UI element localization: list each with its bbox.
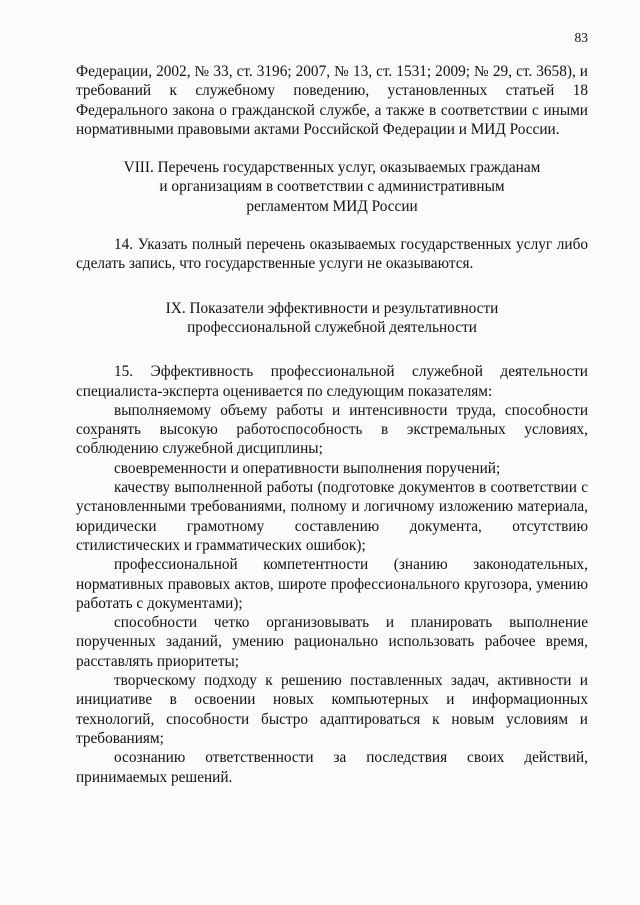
indicator-quality: качеству выполненной работы (подготовке документов в соответствии с установленными требованиями, полному и логичному изложению материала, юридически грамотному составлению документа, отсутствию стилистических и грамматических ошибок); (76, 479, 588, 554)
item-15-paragraph: 15. Эффективность профессиональной служебной деятельности специалиста-эксперта оценивается по следующим показателям: (76, 363, 588, 400)
indicator-competence: профессиональной компетентности (знанию законодательных, нормативных правовых актов, широте профессионального кругозора, умению работать с документами); (76, 556, 588, 612)
section-viii-heading: VIII. Перечень государственных услуг, оказываемых гражданам и организациям в соответствии с административным регламентом МИД России (123, 159, 541, 215)
indicator-timeliness: своевременности и оперативности выполнения поручений; (114, 459, 501, 477)
indicator-responsibility: осознанию ответственности за последствия своих действий, принимаемых решений. (76, 749, 588, 786)
intro-paragraph: Федерации, 2002, № 33, ст. 3196; 2007, № 13, ст. 1531; 2009; № 29, ст. 3658), и требований к служебному поведению, установленных статьей 18 Федерального закона о гражданской службе, а также в соответствии с иными нормативными правовыми актами Российской Федерации и МИД России. (76, 63, 588, 138)
indicator-planning: способности четко организовывать и планировать выполнение порученных заданий, умению рационально использовать рабочее время, расставлять приоритеты; (76, 614, 588, 670)
page-number: 83 (574, 30, 588, 45)
item-14-paragraph: 14. Указать полный перечень оказываемых государственных услуг либо сделать запись, что государственные услуги не оказываются. (76, 236, 588, 273)
section-ix-heading: IX. Показатели эффективности и результативности профессиональной служебной деятельности (165, 299, 499, 336)
page-content (76, 62, 588, 787)
indicator-creativity: творческому подходу к решению поставленных задач, активности и инициативе в освоении новых компьютерных и информационных технологий, способности быстро адаптироваться к новым условиям и требованиям; (76, 672, 588, 747)
indicator-workload: выполняемому объему работы и интенсивности труда, способности сохранять высокую работоспособность в экстремальных условиях, соблюдению служебной дисциплины; (76, 401, 588, 458)
